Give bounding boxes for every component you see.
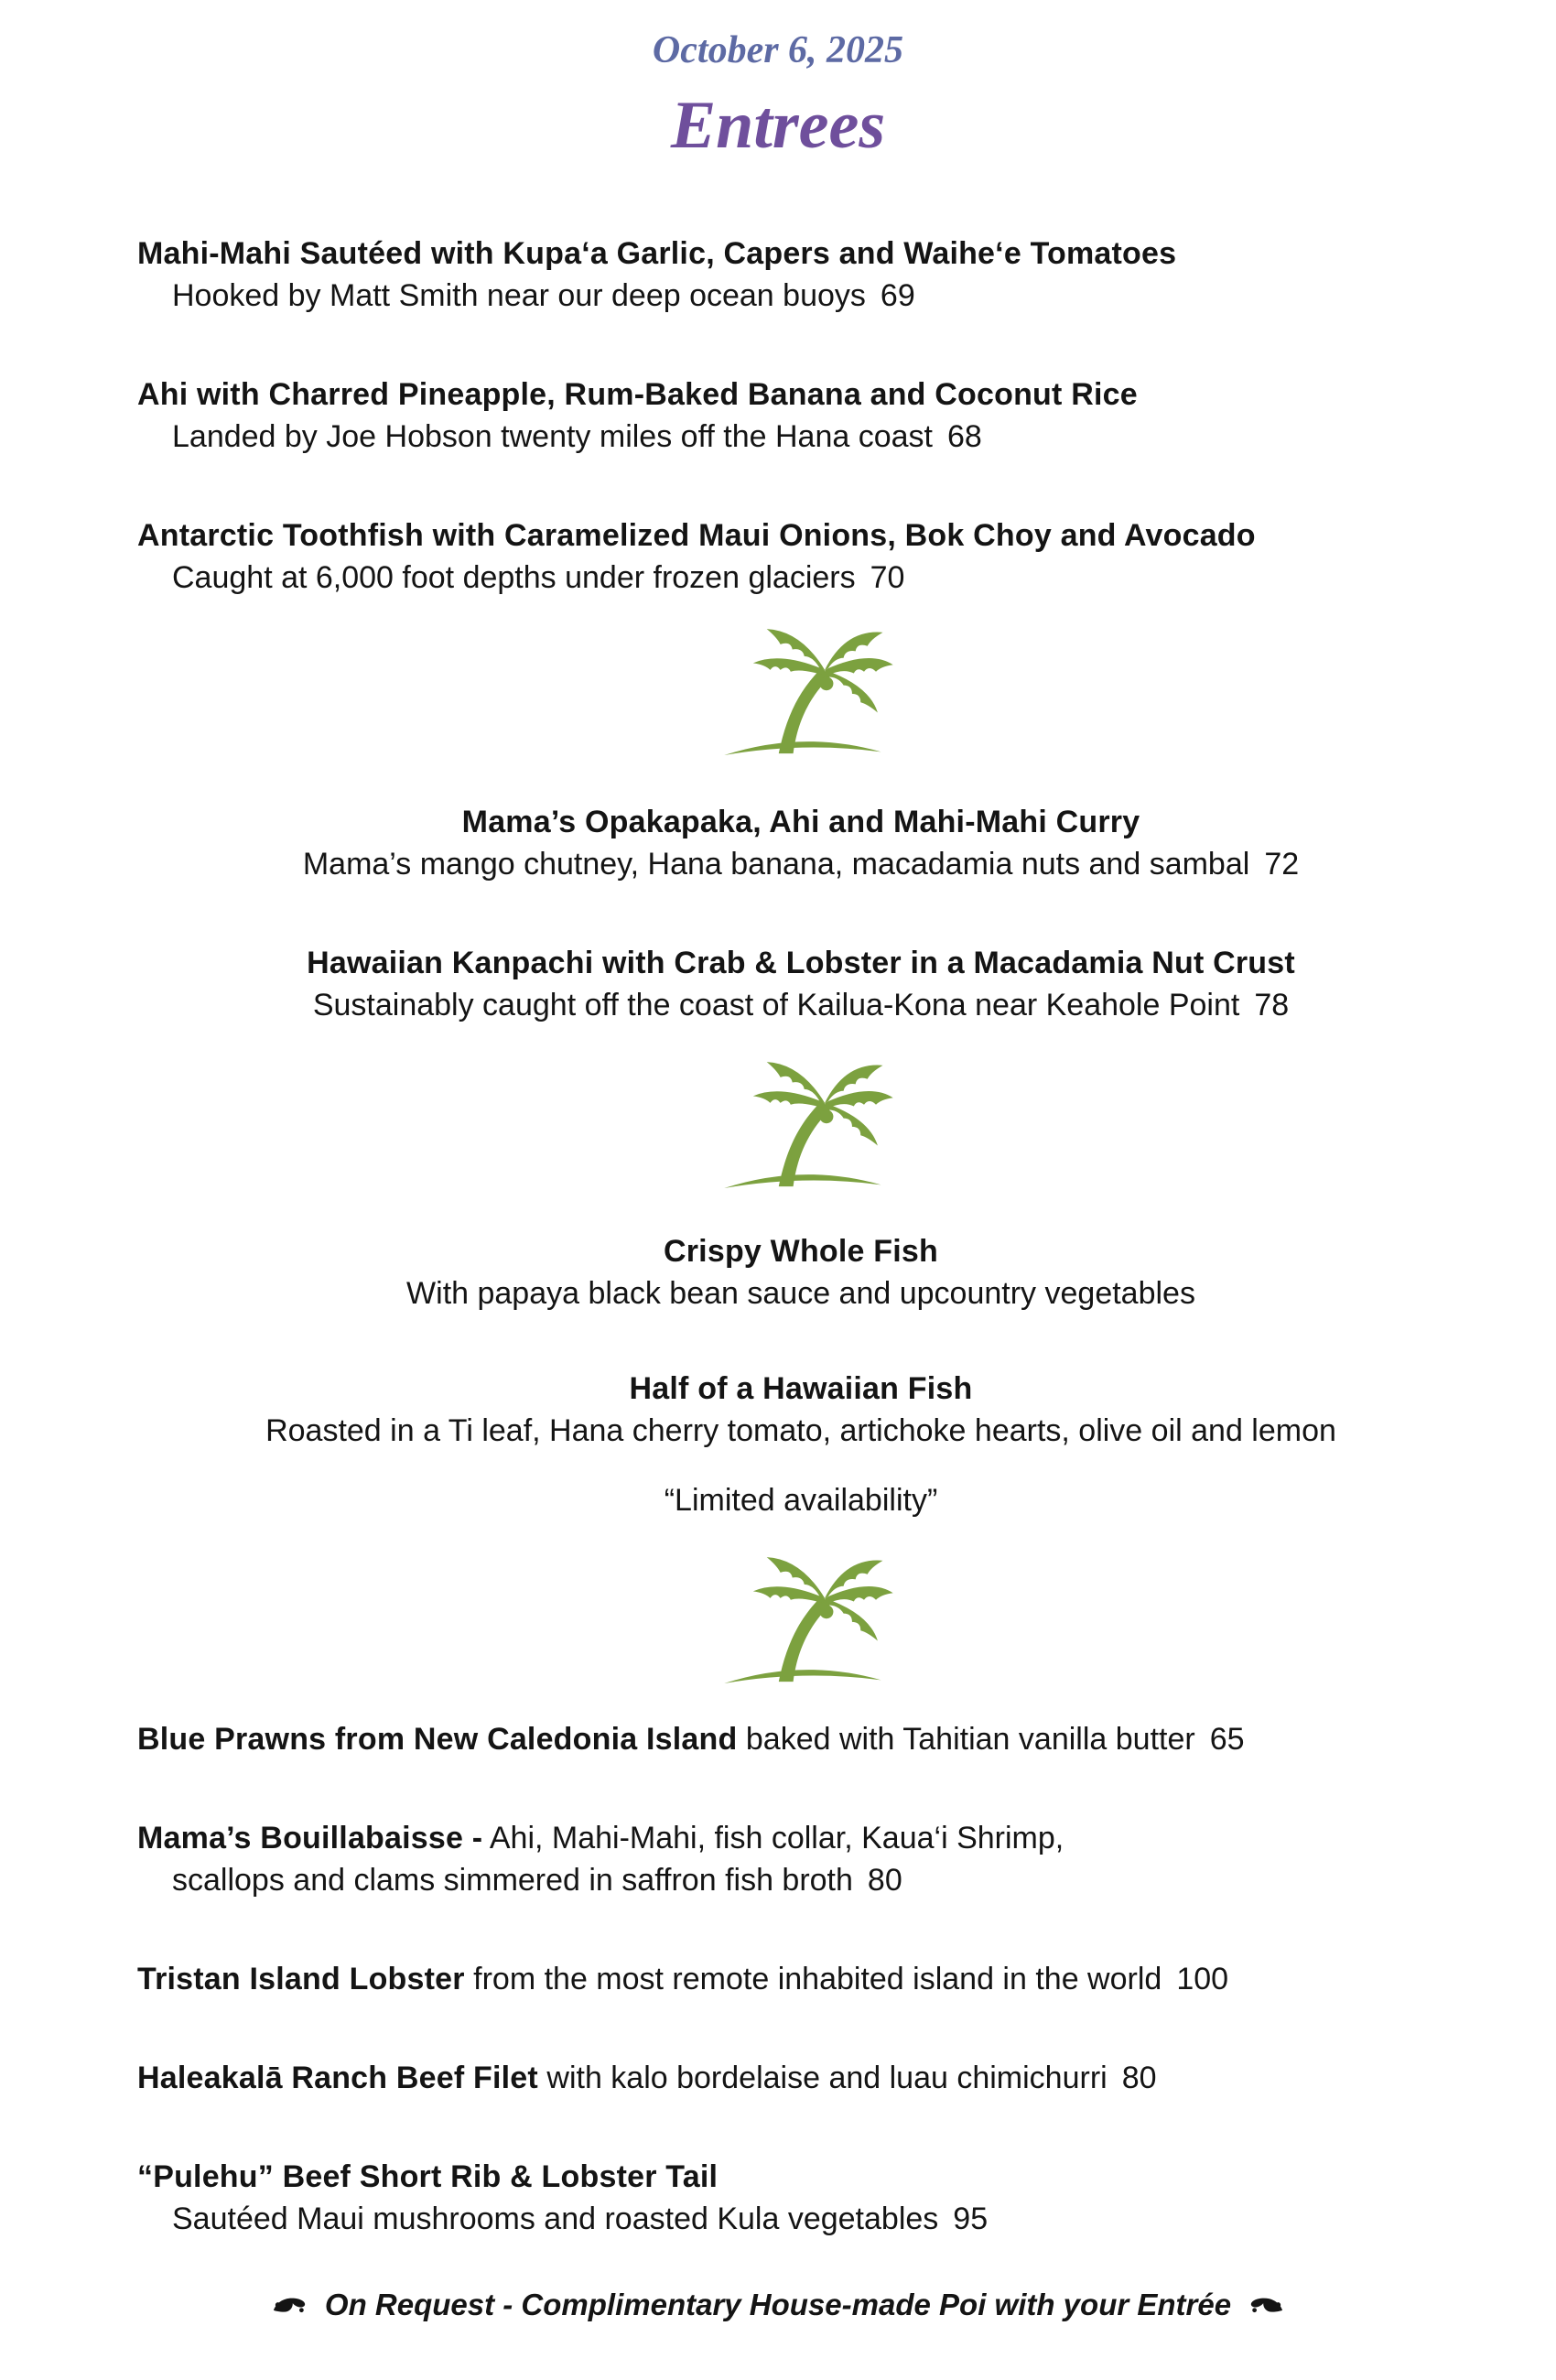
item-description — [137, 843, 1464, 885]
item-line2 — [137, 2198, 1464, 2240]
item-price: 70 — [870, 560, 905, 595]
item-desc-text: Mama’s mango chutney, Hana banana, macadamia nuts and sambal — [302, 847, 1250, 882]
section-bottom-entrees — [137, 1718, 1464, 2240]
palm-divider — [137, 615, 1464, 775]
palm-tree-icon — [700, 615, 902, 771]
item-desc-text: Sautéed Maui mushrooms and roasted Kula vegetables — [172, 2202, 939, 2236]
item-description: Roasted in a Ti leaf, Hana cherry tomato, artichoke hearts, olive oil and lemon — [265, 1413, 1336, 1448]
item-desc-text: with kalo bordelaise and luau chimichurri — [537, 2061, 1108, 2095]
item-desc-text: Landed by Joe Hobson twenty miles off the Hana coast — [172, 419, 933, 454]
item-title: Half of a Hawaiian Fish — [629, 1371, 973, 1406]
item-price: 72 — [1264, 847, 1300, 882]
item-price: 68 — [947, 419, 982, 454]
menu-item — [137, 373, 1464, 458]
item-price: 95 — [953, 2202, 989, 2236]
menu-item — [137, 1718, 1464, 1760]
item-desc-text: Caught at 6,000 foot depths under frozen glaciers — [172, 560, 856, 595]
palm-divider — [137, 1048, 1464, 1208]
availability-note: “Limited availability” — [664, 1483, 938, 1518]
item-description — [137, 416, 1464, 458]
item-desc-text: Ahi, Mahi-Mahi, fish collar, Kaua‘i Shrimp, — [482, 1821, 1064, 1855]
item-title: Tristan Island Lobster — [137, 1962, 465, 1996]
item-title: Mama’s Opakapaka, Ahi and Mahi-Mahi Curry — [461, 805, 1140, 839]
item-title: Mahi-Mahi Sautéed with Kupa‘a Garlic, Capers and Waihe‘e Tomatoes — [137, 236, 1177, 271]
item-price: 80 — [867, 1863, 902, 1898]
item-title: Blue Prawns from New Caledonia Island — [137, 1722, 738, 1757]
menu-item — [137, 1958, 1464, 2000]
menu-item — [137, 2057, 1464, 2099]
item-price: 69 — [880, 278, 915, 313]
item-title: Hawaiian Kanpachi with Crab & Lobster in a Macadamia Nut Crust — [307, 946, 1295, 980]
item-desc-text: Sustainably caught off the coast of Kailua-Kona near Keahole Point — [312, 988, 1240, 1022]
item-title: Mama’s Bouillabaisse - — [137, 1821, 483, 1855]
footer-text: On Request - Complimentary House-made Poi with your Entrée — [324, 2287, 1232, 2321]
menu-item — [137, 1817, 1464, 1901]
item-desc-text: from the most remote inhabited island in the world — [464, 1962, 1162, 1996]
item-price: 65 — [1209, 1722, 1245, 1757]
palm-tree-icon — [700, 1048, 902, 1204]
page-title: Entrees — [670, 88, 886, 163]
menu-item — [137, 514, 1464, 599]
item-price: 78 — [1254, 988, 1290, 1022]
menu-item — [137, 233, 1464, 317]
menu-item — [137, 942, 1464, 1026]
item-line1 — [137, 1817, 1464, 1859]
palm-divider — [137, 1543, 1464, 1704]
menu-item — [137, 1230, 1464, 1314]
item-title: Ahi with Charred Pineapple, Rum-Baked Banana and Coconut Rice — [137, 377, 1138, 412]
item-price: 80 — [1121, 2061, 1157, 2095]
item-desc-text: baked with Tahitian vanilla butter — [737, 1722, 1195, 1757]
item-desc-text: scallops and clams simmered in saffron fish broth — [172, 1863, 853, 1898]
item-description — [137, 984, 1464, 1026]
menu-item — [137, 2156, 1464, 2240]
footer-note — [0, 2285, 1556, 2327]
fleuron-leaf-icon — [272, 2287, 308, 2327]
item-price: 100 — [1176, 1962, 1229, 1996]
section-centered-entrees — [137, 801, 1464, 1026]
item-title: Crispy Whole Fish — [664, 1234, 938, 1269]
menu-item — [137, 801, 1464, 885]
item-title: Antarctic Toothfish with Caramelized Maui Onions, Bok Choy and Avocado — [137, 518, 1256, 553]
menu-item — [137, 1368, 1464, 1452]
item-line2 — [137, 1859, 1464, 1901]
section-left-entrees — [137, 233, 1464, 599]
fleuron-leaf-icon — [1248, 2287, 1284, 2327]
section-specials — [137, 1230, 1464, 1521]
palm-tree-icon — [700, 1543, 902, 1699]
item-description — [137, 275, 1464, 317]
menu-date: October 6, 2025 — [652, 29, 904, 71]
item-desc-text: Hooked by Matt Smith near our deep ocean buoys — [172, 278, 866, 313]
item-line1 — [137, 2156, 1464, 2198]
item-title: Haleakalā Ranch Beef Filet — [137, 2061, 538, 2095]
item-title: “Pulehu” Beef Short Rib & Lobster Tail — [137, 2159, 719, 2194]
item-description: With papaya black bean sauce and upcountry vegetables — [406, 1276, 1195, 1311]
item-description — [137, 557, 1464, 599]
